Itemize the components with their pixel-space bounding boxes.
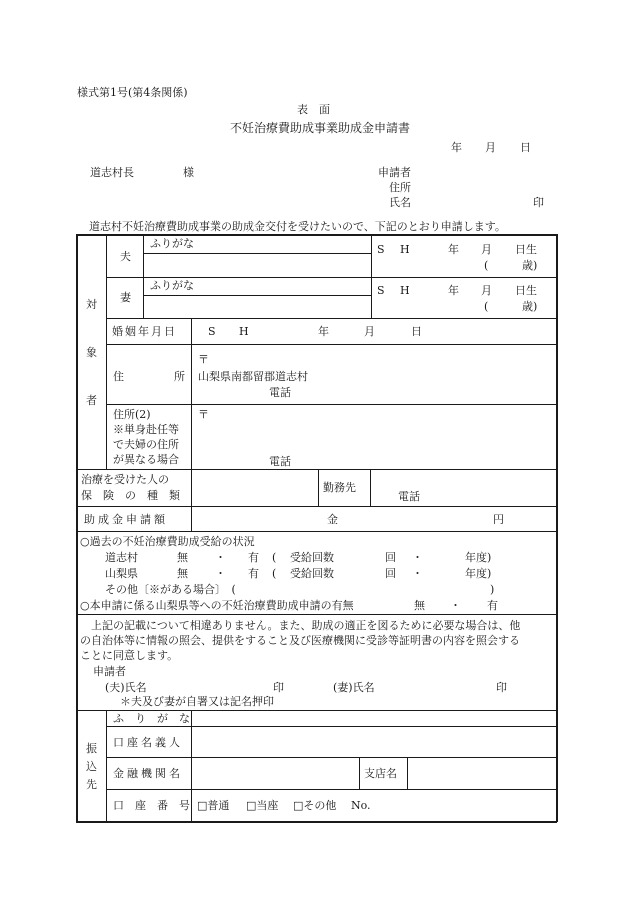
history-other: その他〔※がある場合〕 ( (105, 583, 236, 596)
history-doshi-dot: ・ (215, 551, 226, 564)
history-other-close: ) (490, 583, 495, 596)
marriage-date-label: 婚姻年月日 (112, 325, 177, 338)
consent-line-3: ことに同意します。 (80, 649, 179, 662)
form-title: 不妊治療費助成事業助成金申請書 (230, 121, 411, 135)
wife-year-label: 年 (448, 284, 459, 297)
history-doshi-count: 受給回数 (290, 551, 334, 564)
wife-age-label: 歳) (522, 300, 538, 313)
intro-text: 道志村不妊治療費助成事業の助成金交付を受けたいので、下記のとおり申請します。 (89, 220, 506, 233)
address2-phone-label: 電話 (269, 455, 291, 468)
wife-era-h: H (400, 284, 410, 297)
wife-birthday-label: 日生 (515, 284, 537, 297)
workplace-phone-label: 電話 (398, 490, 420, 503)
pending-dot: ・ (450, 599, 461, 612)
history-org-yamanashi: 山梨県 (105, 567, 138, 580)
history-doshi-fiscal-year: 年度) (465, 551, 492, 564)
husband-age-label: 歳) (522, 259, 538, 272)
amount-yen: 円 (493, 513, 504, 526)
marriage-era-h: H (239, 325, 249, 338)
history-yamanashi-yes: 有 (248, 567, 259, 580)
subject-side-char-3: 者 (86, 394, 97, 407)
applicant-name-label: 氏名 (389, 196, 411, 209)
marriage-month-label: 月 (364, 325, 375, 338)
date-day-label: 日 (520, 141, 531, 154)
pending-none: 無 (414, 599, 425, 612)
history-yamanashi-fiscal-year: 年度) (465, 567, 492, 580)
marriage-day-label: 日 (411, 325, 422, 338)
history-doshi-paren: ( (272, 551, 277, 564)
transfer-side-char-3: 先 (86, 778, 97, 791)
address2-label-line-2: ※単身赴任等 (113, 423, 179, 436)
amount-label: 助成金申請額 (84, 513, 168, 526)
marriage-era-s: S (208, 325, 216, 338)
wife-label: 妻 (120, 291, 131, 304)
account-furigana-label: ふ り が な (113, 712, 190, 725)
wife-signature-label: (妻)氏名 (333, 681, 375, 694)
account-holder-label: 口座名義人 (113, 736, 183, 749)
husband-furigana-label: ふりがな (150, 237, 194, 250)
form-number: 様式第1号(第4条関係) (77, 86, 188, 99)
workplace-label: 勤務先 (323, 481, 356, 494)
consent-line-1: 上記の記載について相違ありません。また、助成の適正を図るために必要な場合は、他 (80, 619, 521, 632)
history-yamanashi-kai: 回 (385, 567, 396, 580)
history-doshi-dot2: ・ (412, 551, 423, 564)
date-month-label: 月 (485, 141, 496, 154)
insurance-label-line-1: 治療を受けた人の (81, 473, 169, 486)
history-yamanashi-dot: ・ (215, 567, 226, 580)
wife-seal: 印 (496, 681, 507, 694)
applicant-label: 申請者 (378, 166, 411, 179)
husband-birthday-label: 日生 (515, 243, 537, 256)
consent-line-2: の自治体等に情報の照会、提供をすること及び医療機関に受診等証明書の内容を照会する (80, 634, 520, 647)
wife-age-open: ( (484, 300, 489, 313)
history-yamanashi-none: 無 (177, 567, 188, 580)
husband-era-h: H (400, 243, 410, 256)
history-yamanashi-dot2: ・ (412, 567, 423, 580)
bank-name-label: 金融機関名 (113, 767, 183, 780)
address-value: 山梨県南都留郡道志村 (198, 370, 308, 383)
address2-label-line-1: 住所(2) (113, 408, 151, 421)
amount-kin: 金 (327, 513, 338, 526)
form-side-label: 表 面 (297, 103, 330, 116)
history-doshi-yes: 有 (248, 551, 259, 564)
husband-signature-label: (夫)氏名 (105, 681, 147, 694)
branch-name-label: 支店名 (364, 767, 397, 780)
history-yamanashi-paren: ( (272, 567, 277, 580)
history-org-doshi: 道志村 (105, 551, 138, 564)
consent-applicant-label: 申請者 (93, 665, 126, 678)
history-doshi-none: 無 (177, 551, 188, 564)
postal-mark: 〒 (198, 353, 209, 366)
transfer-side-char-1: 振 (86, 742, 97, 755)
account-type-other-checkbox[interactable]: □その他 (293, 799, 337, 812)
address-label-char-1: 住 (113, 370, 124, 383)
account-number-label: 口 座 番 号 (113, 799, 190, 812)
signature-note: ＊夫及び妻が自署又は記名押印 (120, 695, 274, 708)
applicant-seal: 印 (533, 196, 544, 209)
marriage-year-label: 年 (318, 325, 329, 338)
addressee: 道志村長 (90, 166, 134, 179)
date-year-label: 年 (451, 141, 462, 154)
address2-label-line-3: で夫婦の住所 (113, 438, 179, 451)
address-phone-label: 電話 (269, 386, 291, 399)
history-yamanashi-count: 受給回数 (290, 567, 334, 580)
husband-label: 夫 (120, 250, 131, 263)
husband-seal: 印 (273, 681, 284, 694)
husband-age-open: ( (484, 259, 489, 272)
address2-label-line-4: が異なる場合 (113, 453, 179, 466)
pending-yes: 有 (487, 599, 498, 612)
husband-year-label: 年 (448, 243, 459, 256)
insurance-label-line-2: 保 険 の 種 類 (81, 489, 180, 502)
husband-era-s: S (377, 243, 385, 256)
subject-side-char-2: 象 (86, 346, 97, 359)
honorific: 様 (183, 166, 194, 179)
history-heading: ○過去の不妊治療費助成受給の状況 (80, 535, 255, 548)
address2-postal-mark: 〒 (198, 408, 209, 421)
wife-era-s: S (377, 284, 385, 297)
transfer-side-char-2: 込 (86, 760, 97, 773)
husband-month-label: 月 (481, 243, 492, 256)
history-doshi-kai: 回 (385, 551, 396, 564)
wife-furigana-label: ふりがな (150, 279, 194, 292)
subject-side-char-1: 対 (86, 298, 97, 311)
pending-application: ○本申請に係る山梨県等への不妊治療費助成申請の有無 (80, 599, 354, 612)
address-label-char-2: 所 (174, 370, 185, 383)
account-number-no-label: No. (351, 799, 371, 812)
wife-month-label: 月 (481, 284, 492, 297)
applicant-address-label: 住所 (389, 181, 411, 194)
account-type-current-checkbox[interactable]: □当座 (246, 799, 279, 812)
account-type-ordinary-checkbox[interactable]: □普通 (197, 799, 230, 812)
